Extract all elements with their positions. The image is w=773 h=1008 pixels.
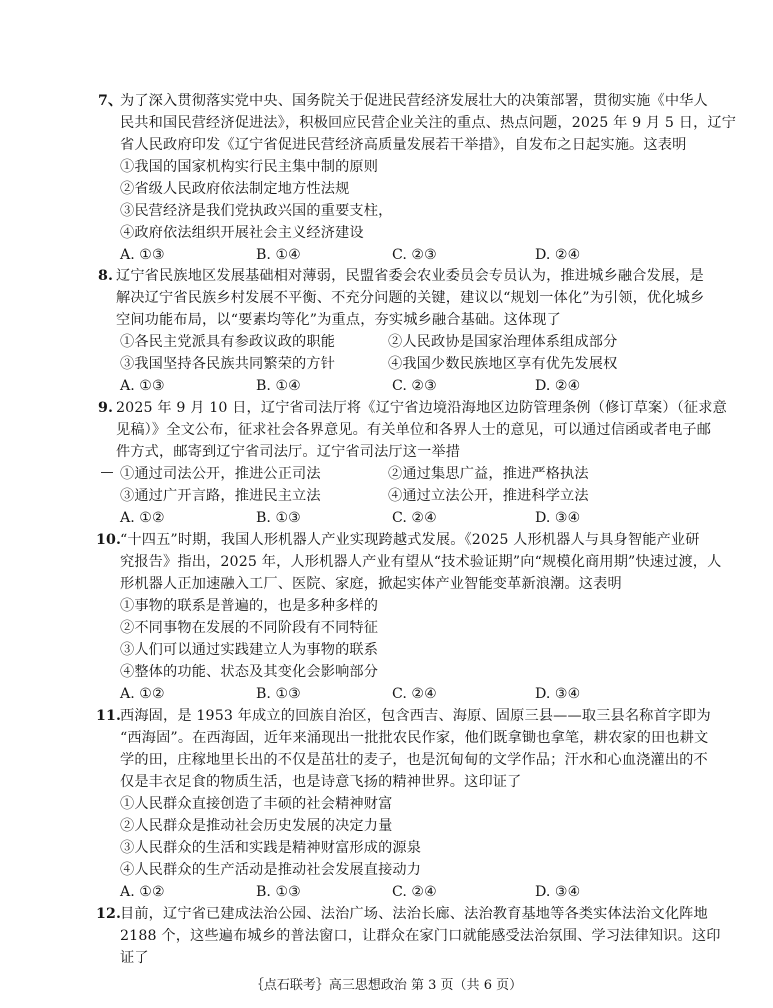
option-a: A. ①③ <box>120 378 165 394</box>
statement: ①各民主党派具有参政议政的职能 <box>120 334 336 350</box>
statement: ④整体的功能、状态及其变化会影响部分 <box>120 664 379 680</box>
statement: ②通过集思广益，推进严格执法 <box>388 466 589 482</box>
option-a: A. ①② <box>120 884 165 900</box>
statement: ③人们可以通过实践建立人为事物的联系 <box>120 642 379 658</box>
statement: ①通过司法公开，推进公正司法 <box>120 466 321 482</box>
option-c: C. ②④ <box>392 510 437 526</box>
option-a: A. ①③ <box>120 247 165 263</box>
statement: ③民营经济是我们党执政兴国的重要支柱， <box>120 203 393 219</box>
option-c: C. ②④ <box>392 686 437 702</box>
option-b: B. ①③ <box>256 510 301 526</box>
option-b: B. ①③ <box>256 884 301 900</box>
question-stem-line: 西海固，是 1953 年成立的回族自治区，包含西吉、海原、固原三县——取三县名称首字即为 <box>120 708 711 724</box>
question-number: 10. <box>96 532 122 548</box>
option-c: C. ②③ <box>392 247 437 263</box>
option-b: B. ①④ <box>256 378 301 394</box>
question-stem-line: 见稿）》全文公布，征求社会各界意见。有关单位和各界人士的意见，可以通过信函或者电子邮 <box>116 422 712 438</box>
option-a: A. ①② <box>120 510 165 526</box>
option-b: B. ①④ <box>256 247 301 263</box>
question-stem-line: 解决辽宁省民族乡村发展不平衡、不充分问题的关键，建议以“规划一体化”为引领，优化城乡 <box>116 290 705 306</box>
statement: ③人民群众的生活和实践是精神财富形成的源泉 <box>120 840 422 856</box>
statement: ①人民群众直接创造了丰硕的社会精神财富 <box>120 796 393 812</box>
question-number: 9. <box>98 400 114 416</box>
statement: ③通过广开言路，推进民主立法 <box>120 488 321 504</box>
statement: ④人民群众的生产活动是推动社会发展直接动力 <box>120 862 422 878</box>
question-stem-line: 学的田，庄稼地里长出的不仅是茁壮的麦子，也是沉甸甸的文学作品；汗水和心血浇灌出的不 <box>120 752 708 768</box>
question-stem-line: 2188 个，这些遍布城乡的普法窗口，让群众在家门口就能感受法治氛围、学习法律知识。这印 <box>120 928 721 944</box>
question-stem-line: 民共和国民营经济促进法》，积极回应民营企业关注的重点、热点问题，2025 年 9 月 5 日，辽宁 <box>120 115 737 131</box>
statement: ①我国的国家机构实行民主集中制的原则 <box>120 159 379 175</box>
question-number: 12. <box>96 906 122 922</box>
question-stem-line: 目前，辽宁省已建成法治公园、法治广场、法治长廊、法治教育基地等各类实体法治文化阵地 <box>120 906 708 922</box>
option-d: D. ③④ <box>535 884 581 900</box>
statement: ③我国坚持各民族共同繁荣的方针 <box>120 356 336 372</box>
question-number: 11. <box>96 708 122 724</box>
question-stem-line: 空间功能布局，以“要素均等化”为重点，夯实城乡融合基础。这体现了 <box>116 312 561 328</box>
question-stem-line: 形机器人正加速融入工厂、医院、家庭，掀起实体产业智能变革新浪潮。这表明 <box>120 576 622 592</box>
question-stem-line: 件方式，邮寄到辽宁省司法厅。辽宁省司法厅这一举措 <box>116 444 461 460</box>
question-stem-line: “十四五”时期，我国人形机器人产业实现跨越式发展。《2025 人形机器人与具身智能产业研 <box>120 532 700 548</box>
option-c: C. ②③ <box>392 378 437 394</box>
statement: ①事物的联系是普遍的，也是多种多样的 <box>120 598 379 614</box>
option-d: D. ③④ <box>535 686 581 702</box>
statement: ④政府依法组织开展社会主义经济建设 <box>120 225 364 241</box>
statement: ④我国少数民族地区享有优先发展权 <box>388 356 618 372</box>
statement: ④通过立法公开，推进科学立法 <box>388 488 589 504</box>
question-stem-line: “西海固”。在西海固，近年来涌现出一批批农民作家，他们既拿锄也拿笔，耕农家的田也耕文 <box>120 730 709 746</box>
question-stem-line: 仅是丰衣足食的物质生活，也是诗意飞扬的精神世界。这印证了 <box>120 774 522 790</box>
question-stem-line: 究报告》指出，2025 年，人形机器人产业有望从“技术验证期”向“规模化商用期”快速过渡，人 <box>120 554 722 570</box>
stray-dash-mark <box>101 472 113 473</box>
question-stem-line: 为了深入贯彻落实党中央、国务院关于促进民营经济发展壮大的决策部署，贯彻实施《中华人 <box>120 93 708 109</box>
option-d: D. ③④ <box>535 510 581 526</box>
page-footer: ｛点石联考｝高三思想政治 第 3 页（共 6 页） <box>250 978 523 993</box>
option-c: C. ②④ <box>392 884 437 900</box>
question-stem-line: 2025 年 9 月 10 日，辽宁省司法厅将《辽宁省边境沿海地区边防管理条例（修订草案）（征求意 <box>116 400 727 416</box>
question-stem-line: 证了 <box>120 950 149 966</box>
option-d: D. ②④ <box>535 247 581 263</box>
statement: ②人民群众是推动社会历史发展的决定力量 <box>120 818 393 834</box>
statement: ②省级人民政府依法制定地方性法规 <box>120 181 350 197</box>
question-stem-line: 辽宁省民族地区发展基础相对薄弱，民盟省委会农业委员会专员认为，推进城乡融合发展，是 <box>116 268 704 284</box>
statement: ②人民政协是国家治理体系组成部分 <box>388 334 618 350</box>
statement: ②不同事物在发展的不同阶段有不同特征 <box>120 620 379 636</box>
question-stem-line: 省人民政府印发《辽宁省促进民营经济高质量发展若干举措》，自发布之日起实施。这表明 <box>120 137 687 153</box>
question-number: 7、 <box>98 93 123 109</box>
option-b: B. ①③ <box>256 686 301 702</box>
question-number: 8. <box>98 268 114 284</box>
option-d: D. ②④ <box>535 378 581 394</box>
option-a: A. ①② <box>120 686 165 702</box>
